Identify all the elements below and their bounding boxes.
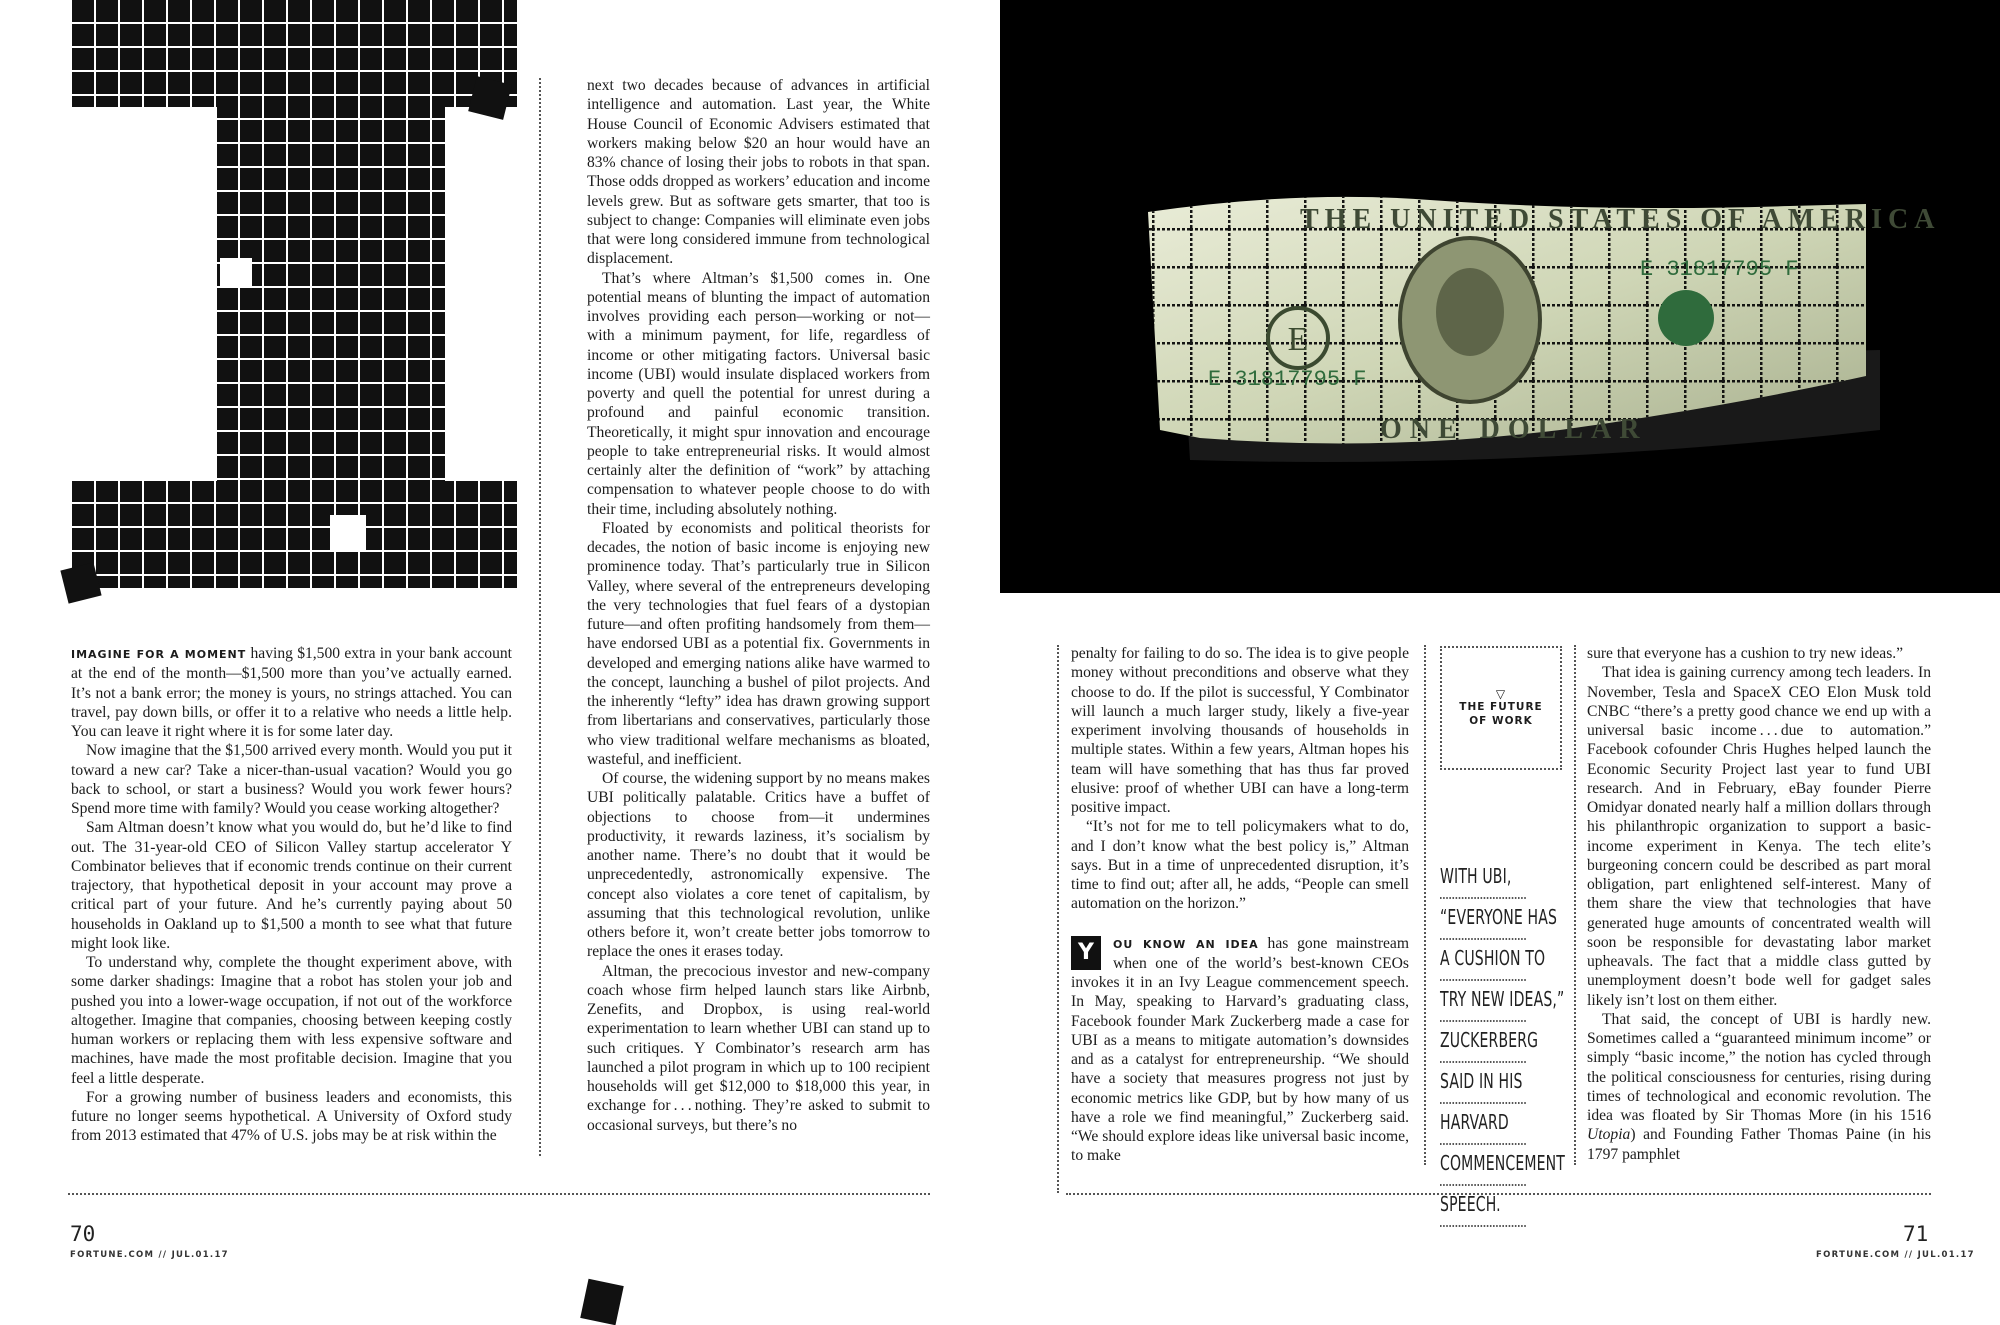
paragraph: That idea is gaining currency among tech leaders. In November, Tesla and SpaceX CEO Elon Musk told CNBC “there’s a pretty good chance we end up with a universal basic income . . . due to automation.” Facebook cofounder Chris Hughes helped launch the Economic Security Project last year to fund UBI research. And in February, eBay founder Pierre Omidyar donated nearly half a million dollars through his philanthropic organization to support a basic-income experiment in Kenya. The tech elite’s burgeoning concern could be described as part moral obligation, part enlightened self-interest. Many of them share the view that technologies that have generated huge amounts of concentrated wealth will soon be responsible for devastating labor market upheavals. The fact that a middle class gutted by unemployment doesn’t bode well for gadget sales likely isn’t lost on them either.	[1587, 664, 1931, 1009]
paragraph: That’s where Altman’s $1,500 comes in. One potential means of blunting the impact of automation involves providing each person—working or not—with a minimum payment, for life, regardless of income or other mitigating factors. Universal basic income (UBI) would insulate displaced workers from poverty and quell the potential for unrest during a profound and painful economic transition. Theoretically, it might spur innovation and encourage people to take entrepreneurial risks. It would almost certainly alter the definition of “work” by attaching compensation to whatever people choose to do with their time, including absolutely nothing.	[587, 269, 930, 518]
pull-quote	[1440, 858, 1566, 1227]
pull-quote-line: SAID IN HIS	[1440, 1063, 1526, 1104]
dollar-bill-illustration	[1000, 0, 2000, 593]
folio: FORTUNE.COM // JUL.01.17	[70, 1250, 229, 1260]
folio: FORTUNE.COM // JUL.01.17	[1816, 1250, 1975, 1260]
article-column-2	[587, 76, 930, 1135]
section-tag: ▽ THE FUTURE OF WORK	[1440, 646, 1562, 770]
column-rule	[1424, 645, 1426, 1165]
footer-rule	[1066, 1193, 1931, 1195]
stray-tile	[580, 1279, 624, 1325]
torn-dollar-photo	[1000, 0, 2000, 593]
column-rule	[539, 78, 541, 1156]
column-rule	[1057, 645, 1059, 1193]
bill-header: THE UNITED STATES OF AMERICA	[1300, 204, 1941, 235]
svg-text:E: E	[1287, 321, 1309, 358]
column-rule	[1574, 645, 1576, 1165]
bill-serial-top: E 31817795 F	[1640, 257, 1799, 282]
bill-serial-left: E 31817795 F	[1208, 367, 1367, 392]
page-number: 70	[70, 1222, 96, 1246]
paragraph: IMAGINE FOR A MOMENT having $1,500 extra in your bank account at the end of the month—$1,500 more than you’ve actually earned. It’s not a bank error; the money is yours, no strings attached. You can travel, pay down bills, or offer it to a relative who needs a little help. You can leave it right where it is for some later day.	[71, 645, 512, 740]
pull-quote-line: WITH UBI,	[1440, 858, 1526, 899]
pull-quote-line: SPEECH.	[1440, 1186, 1526, 1227]
triangle-down-icon: ▽	[1495, 687, 1507, 701]
drop-letter-i-graphic	[0, 0, 560, 620]
pull-quote-line: “EVERYONE HAS	[1440, 899, 1526, 940]
lead-in: OU KNOW AN IDEA	[1113, 937, 1259, 951]
paragraph: Y OU KNOW AN IDEA has gone mainstream when one of the world’s best-known CEOs invokes it in an Ivy League commencement speech. In May, speaking to Harvard’s graduating class, Facebook founder Mark Zuckerberg made a case for UBI as a means to mitigate automation’s downsides and as a catalyst for entrepreneurship. “We should have a society that measures progress not just by economic metrics like GDP, but by how many of us have a role we find meaningful,” Zuckerberg said. “We should explore ideas like universal basic income, to make	[1071, 934, 1409, 1165]
paragraph: Of course, the widening support by no means makes UBI politically palatable. Critics have a buffet of objections to choose from—it undermines productivity, it rewards laziness, it’s socialism by another name. There’s no doubt that it would be unprecedentedly, astronomically expensive. The concept also violates a core tenet of capitalism, by assuming that this technological revolution, unlike others before it, won’t create better jobs tomorrow to replace the ones it erases today.	[587, 770, 930, 961]
paragraph: That said, the concept of UBI is hardly new. Sometimes called a “guaranteed minimum income” or simply “basic income,” the notion has cycled through the political consciousness for centuries, rising during times of technological and economic revolution. The idea was floated by Sir Thomas More (in his 1516 Utopia) and Founding Father Thomas Paine (in his 1797 pamphlet	[1587, 1010, 1931, 1163]
footer-rule	[68, 1193, 930, 1195]
paragraph: For a growing number of business leaders and economists, this future no longer seems hypothetical. A University of Oxford study from 2013 estimated that 47% of U.S. jobs may be at risk within the	[71, 1088, 512, 1145]
pull-quote-line: COMMENCEMENT	[1440, 1145, 1526, 1186]
paragraph: penalty for failing to do so. The idea is to give people money without preconditions and observe what they choose to do. If the pilot is successful, Y Combinator will launch a much larger study, likely a five-year experiment involving thousands of households in multiple states. Within a few years, Altman hopes his team will have something that has thus far proved elusive: proof of whether UBI can have a long-term positive impact.	[1071, 645, 1409, 816]
paragraph: To understand why, complete the thought experiment above, with some darker shadings: Imagine that a robot has stolen your job and pushed you into a lower-wage occupation, if not out of the workforce altogether. Imagine that companies, choosing between keeping costly human workers or replacing them with less expensive software and machines, have made the most profitable decision. Imagine that you feel a little desperate.	[71, 954, 512, 1087]
page-number: 71	[1903, 1222, 1929, 1246]
paragraph: Now imagine that the $1,500 arrived every month. Would you put it toward a new car? Take a nicer-than-usual vacation? Would you go back to school, or start a business? Would you work fewer hours? Spend more time with family? Would you cease working altogether?	[71, 742, 512, 817]
paragraph: Sam Altman doesn’t know what you would do, but he’d like to find out. The 31-year-old CEO of Silicon Valley startup accelerator Y Combinator believes that if economic trends continue on their current trajectory, that hypothetical deposit in your account may prove a critical part of your future. And he’s currently paying about 50 households in Oakland up to $1,500 a month to see what that future might look like.	[71, 819, 512, 952]
article-column-3	[1071, 644, 1409, 1166]
paragraph: Altman, the precocious investor and new-company coach whose firm helped launch stars like Airbnb, Zenefits, and Dropbox, is using real-world experimentation to learn whether UBI can stand up to such critiques. Y Combinator’s research arm has launched a pilot program in which up to 100 recipient households will get $12,000 to $18,000 this year, in exchange for . . . nothing. They’re asked to submit to occasional surveys, but there’s no	[587, 962, 930, 1134]
pull-quote-line: TRY NEW IDEAS,”	[1440, 981, 1526, 1022]
drop-cap: Y	[1071, 936, 1101, 970]
paragraph: sure that everyone has a cushion to try new ideas.”	[1587, 645, 1904, 662]
paragraph: Floated by economists and political theorists for decades, the notion of basic income is enjoying new prominence today. That’s particularly true in Silicon Valley, where several of the entrepreneurs developing the very technologies that fuel fears of a dystopian future—and often profiting handsomely from them—have endorsed UBI as a potential fix. Governments in developed and emerging nations alike have warmed to the concept, launching a bushel of pilot projects. And the inherently “lefty” idea has drawn growing support from libertarians and conservatives, particularly those who view traditional welfare mechanisms as bloated, wasteful, and inefficient.	[587, 519, 930, 768]
pull-quote-line: A CUSHION TO	[1440, 940, 1526, 981]
pull-quote-line: HARVARD	[1440, 1104, 1526, 1145]
article-column-1	[71, 644, 512, 1146]
lead-in: IMAGINE FOR A MOMENT	[71, 648, 247, 661]
paragraph: next two decades because of advances in artificial intelligence and automation. Last year, the White House Council of Economic Advisers estimated that workers making below $20 an hour would have an 83% chance of losing their jobs to robots in that span. Those odds dropped as workers’ education and income levels grew. But as software gets smarter, that too is subject to change: Companies will eliminate even jobs that were long considered immune from technological displacement.	[587, 77, 930, 268]
paragraph: “It’s not for me to tell policymakers what to do, and I don’t know what the best policy is,” Altman says. But in a time of unprecedented disruption, it’s time to find out; after all, he adds, “People can smell automation on the horizon.”	[1071, 818, 1409, 913]
bill-footer: ONE DOLLAR	[1380, 414, 1648, 445]
pull-quote-line: ZUCKERBERG	[1440, 1022, 1526, 1063]
article-column-4	[1587, 644, 1931, 1164]
